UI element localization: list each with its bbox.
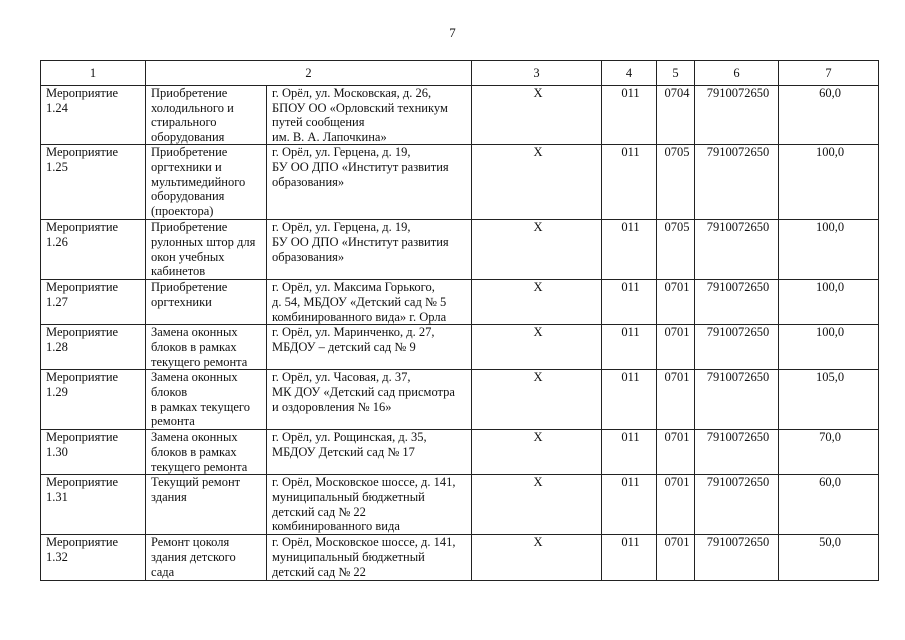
name-cell-line: оборудования bbox=[151, 189, 225, 204]
event-cell-line: 1.29 bbox=[46, 384, 68, 399]
address-cell-line: г. Орёл, ул. Максима Горького, bbox=[272, 280, 435, 295]
amount-cell: 105,0 bbox=[779, 370, 879, 430]
table-row bbox=[41, 430, 879, 475]
name-cell-line: текущего ремонта bbox=[151, 354, 248, 369]
section-code-cell: 0704 bbox=[657, 86, 695, 145]
address-cell bbox=[267, 145, 472, 220]
admin-code-cell: 011 bbox=[602, 370, 657, 430]
event-cell bbox=[41, 280, 146, 325]
mark-cell: Х bbox=[472, 370, 602, 430]
address-cell bbox=[267, 325, 472, 370]
event-cell-line: 1.27 bbox=[46, 294, 68, 309]
name-cell-line: Ремонт цоколя bbox=[151, 535, 230, 550]
name-cell-line: Приобретение bbox=[151, 86, 228, 100]
amount-cell: 100,0 bbox=[779, 220, 879, 280]
address-cell-line: детский сад № 22 bbox=[272, 564, 366, 579]
mark-cell: Х bbox=[472, 475, 602, 535]
header-cell: 6 bbox=[695, 61, 779, 86]
event-cell bbox=[41, 86, 146, 145]
name-cell-line: Текущий ремонт bbox=[151, 475, 241, 490]
event-cell-line: 1.30 bbox=[46, 444, 68, 459]
amount-cell: 60,0 bbox=[779, 86, 879, 145]
name-cell-line: блоков в рамках bbox=[151, 444, 237, 459]
section-code-cell: 0701 bbox=[657, 430, 695, 475]
address-cell bbox=[267, 475, 472, 535]
mark-cell: Х bbox=[472, 145, 602, 220]
address-cell-line: МБДОУ – детский сад № 9 bbox=[272, 339, 416, 354]
admin-code-cell: 011 bbox=[602, 220, 657, 280]
address-cell-line: комбинированного вида bbox=[272, 519, 400, 534]
address-cell-line: МБДОУ Детский сад № 17 bbox=[272, 444, 415, 459]
table-row bbox=[41, 370, 879, 430]
header-cell: 4 bbox=[602, 61, 657, 86]
target-code-cell: 7910072650 bbox=[695, 145, 779, 220]
event-cell-line: 1.28 bbox=[46, 339, 68, 354]
mark-cell: Х bbox=[472, 220, 602, 280]
name-cell-line: ремонта bbox=[151, 414, 195, 429]
name-cell-line: мультимедийного bbox=[151, 174, 246, 189]
amount-cell: 100,0 bbox=[779, 145, 879, 220]
event-cell-line: Мероприятие bbox=[46, 86, 119, 100]
address-cell-line: муниципальный бюджетный bbox=[272, 489, 425, 504]
address-cell-line: МК ДОУ «Детский сад присмотра bbox=[272, 384, 455, 399]
table-row bbox=[41, 145, 879, 220]
address-cell bbox=[267, 370, 472, 430]
admin-code-cell: 011 bbox=[602, 325, 657, 370]
name-cell-line: здания детского bbox=[151, 549, 236, 564]
name-cell-line: Приобретение bbox=[151, 145, 228, 160]
event-cell-line: Мероприятие bbox=[46, 145, 119, 160]
table-row bbox=[41, 280, 879, 325]
address-cell-line: образования» bbox=[272, 174, 345, 189]
name-cell-line: Приобретение bbox=[151, 280, 228, 295]
budget-table bbox=[40, 60, 879, 581]
address-cell bbox=[267, 280, 472, 325]
event-cell-line: 1.32 bbox=[46, 549, 68, 564]
name-cell bbox=[146, 535, 267, 581]
section-code-cell: 0701 bbox=[657, 475, 695, 535]
address-cell-line: г. Орёл, ул. Маринченко, д. 27, bbox=[272, 325, 435, 340]
address-cell-line: БПОУ ОО «Орловский техникум bbox=[272, 100, 448, 115]
address-cell bbox=[267, 220, 472, 280]
name-cell-line: холодильного и bbox=[151, 100, 234, 115]
amount-cell: 70,0 bbox=[779, 430, 879, 475]
name-cell-line: блоков в рамках bbox=[151, 339, 237, 354]
name-cell bbox=[146, 280, 267, 325]
amount-cell: 100,0 bbox=[779, 280, 879, 325]
mark-cell: Х bbox=[472, 535, 602, 581]
admin-code-cell: 011 bbox=[602, 145, 657, 220]
address-cell-line: г. Орёл, ул. Герцена, д. 19, bbox=[272, 145, 411, 160]
name-cell-line: Приобретение bbox=[151, 220, 228, 235]
name-cell-line: (проектора) bbox=[151, 203, 214, 218]
name-cell-line: в рамках текущего bbox=[151, 399, 250, 414]
address-cell-line: путей сообщения bbox=[272, 115, 365, 130]
event-cell-line: Мероприятие bbox=[46, 430, 119, 445]
name-cell-line: оргтехники и bbox=[151, 159, 222, 174]
address-cell-line: д. 54, МБДОУ «Детский сад № 5 bbox=[272, 294, 447, 309]
name-cell bbox=[146, 145, 267, 220]
name-cell-line: рулонных штор для bbox=[151, 234, 256, 249]
name-cell bbox=[146, 86, 267, 145]
name-cell-line: здания bbox=[151, 489, 187, 504]
event-cell-line: Мероприятие bbox=[46, 370, 119, 385]
name-cell bbox=[146, 325, 267, 370]
target-code-cell: 7910072650 bbox=[695, 220, 779, 280]
mark-cell: Х bbox=[472, 430, 602, 475]
table-header-row bbox=[41, 61, 879, 86]
address-cell-line: г. Орёл, ул. Рощинская, д. 35, bbox=[272, 430, 427, 445]
section-code-cell: 0701 bbox=[657, 280, 695, 325]
name-cell-line: блоков bbox=[151, 384, 188, 399]
section-code-cell: 0705 bbox=[657, 145, 695, 220]
header-cell: 2 bbox=[146, 61, 472, 86]
admin-code-cell: 011 bbox=[602, 475, 657, 535]
event-cell-line: 1.26 bbox=[46, 234, 68, 249]
address-cell-line: г. Орёл, ул. Московская, д. 26, bbox=[272, 86, 432, 100]
admin-code-cell: 011 bbox=[602, 280, 657, 325]
address-cell-line: г. Орёл, ул. Герцена, д. 19, bbox=[272, 220, 411, 235]
header-cell: 3 bbox=[472, 61, 602, 86]
target-code-cell: 7910072650 bbox=[695, 535, 779, 581]
table-row bbox=[41, 535, 879, 581]
header-cell: 1 bbox=[41, 61, 146, 86]
event-cell-line: Мероприятие bbox=[46, 220, 119, 235]
target-code-cell: 7910072650 bbox=[695, 280, 779, 325]
address-cell-line: детский сад № 22 bbox=[272, 504, 366, 519]
table-row bbox=[41, 475, 879, 535]
name-cell bbox=[146, 220, 267, 280]
name-cell-line: сада bbox=[151, 564, 175, 579]
address-cell bbox=[267, 535, 472, 581]
header-cell: 7 bbox=[779, 61, 879, 86]
amount-cell: 60,0 bbox=[779, 475, 879, 535]
address-cell bbox=[267, 430, 472, 475]
name-cell-line: Замена оконных bbox=[151, 370, 238, 385]
event-cell-line: 1.24 bbox=[46, 100, 68, 115]
address-cell bbox=[267, 86, 472, 145]
header-cell: 5 bbox=[657, 61, 695, 86]
section-code-cell: 0701 bbox=[657, 535, 695, 581]
section-code-cell: 0705 bbox=[657, 220, 695, 280]
amount-cell: 100,0 bbox=[779, 325, 879, 370]
name-cell-line: окон учебных bbox=[151, 249, 225, 264]
page-number: 7 bbox=[449, 25, 456, 40]
event-cell bbox=[41, 430, 146, 475]
address-cell-line: г. Орёл, Московское шоссе, д. 141, bbox=[272, 535, 456, 550]
admin-code-cell: 011 bbox=[602, 430, 657, 475]
address-cell-line: комбинированного вида» г. Орла bbox=[272, 309, 447, 324]
event-cell-line: Мероприятие bbox=[46, 475, 119, 490]
admin-code-cell: 011 bbox=[602, 86, 657, 145]
event-cell-line: 1.25 bbox=[46, 159, 68, 174]
address-cell-line: БУ ОО ДПО «Институт развития bbox=[272, 234, 449, 249]
name-cell-line: Замена оконных bbox=[151, 325, 238, 340]
address-cell-line: муниципальный бюджетный bbox=[272, 549, 425, 564]
event-cell bbox=[41, 535, 146, 581]
amount-cell: 50,0 bbox=[779, 535, 879, 581]
name-cell-line: Замена оконных bbox=[151, 430, 238, 445]
name-cell bbox=[146, 475, 267, 535]
name-cell-line: кабинетов bbox=[151, 264, 206, 279]
table-row bbox=[41, 86, 879, 145]
address-cell-line: и оздоровления № 16» bbox=[272, 399, 392, 414]
target-code-cell: 7910072650 bbox=[695, 325, 779, 370]
name-cell-line: текущего ремонта bbox=[151, 459, 248, 474]
address-cell-line: им. В. А. Лапочкина» bbox=[272, 129, 387, 144]
table-row bbox=[41, 325, 879, 370]
address-cell-line: г. Орёл, ул. Часовая, д. 37, bbox=[272, 370, 411, 385]
name-cell-line: оргтехники bbox=[151, 294, 212, 309]
name-cell-line: стирального bbox=[151, 115, 217, 130]
name-cell bbox=[146, 370, 267, 430]
event-cell bbox=[41, 370, 146, 430]
event-cell-line: Мероприятие bbox=[46, 535, 119, 550]
event-cell bbox=[41, 220, 146, 280]
target-code-cell: 7910072650 bbox=[695, 86, 779, 145]
table-body bbox=[41, 86, 879, 581]
mark-cell: Х bbox=[472, 325, 602, 370]
name-cell-line: оборудования bbox=[151, 129, 225, 144]
section-code-cell: 0701 bbox=[657, 370, 695, 430]
address-cell-line: БУ ОО ДПО «Институт развития bbox=[272, 159, 449, 174]
section-code-cell: 0701 bbox=[657, 325, 695, 370]
mark-cell: Х bbox=[472, 280, 602, 325]
event-cell-line: Мероприятие bbox=[46, 280, 119, 295]
event-cell bbox=[41, 475, 146, 535]
table-row bbox=[41, 220, 879, 280]
target-code-cell: 7910072650 bbox=[695, 370, 779, 430]
name-cell bbox=[146, 430, 267, 475]
event-cell bbox=[41, 325, 146, 370]
address-cell-line: г. Орёл, Московское шоссе, д. 141, bbox=[272, 475, 456, 490]
target-code-cell: 7910072650 bbox=[695, 475, 779, 535]
address-cell-line: образования» bbox=[272, 249, 345, 264]
event-cell-line: 1.31 bbox=[46, 489, 68, 504]
event-cell bbox=[41, 145, 146, 220]
target-code-cell: 7910072650 bbox=[695, 430, 779, 475]
event-cell-line: Мероприятие bbox=[46, 325, 119, 340]
admin-code-cell: 011 bbox=[602, 535, 657, 581]
mark-cell: Х bbox=[472, 86, 602, 145]
